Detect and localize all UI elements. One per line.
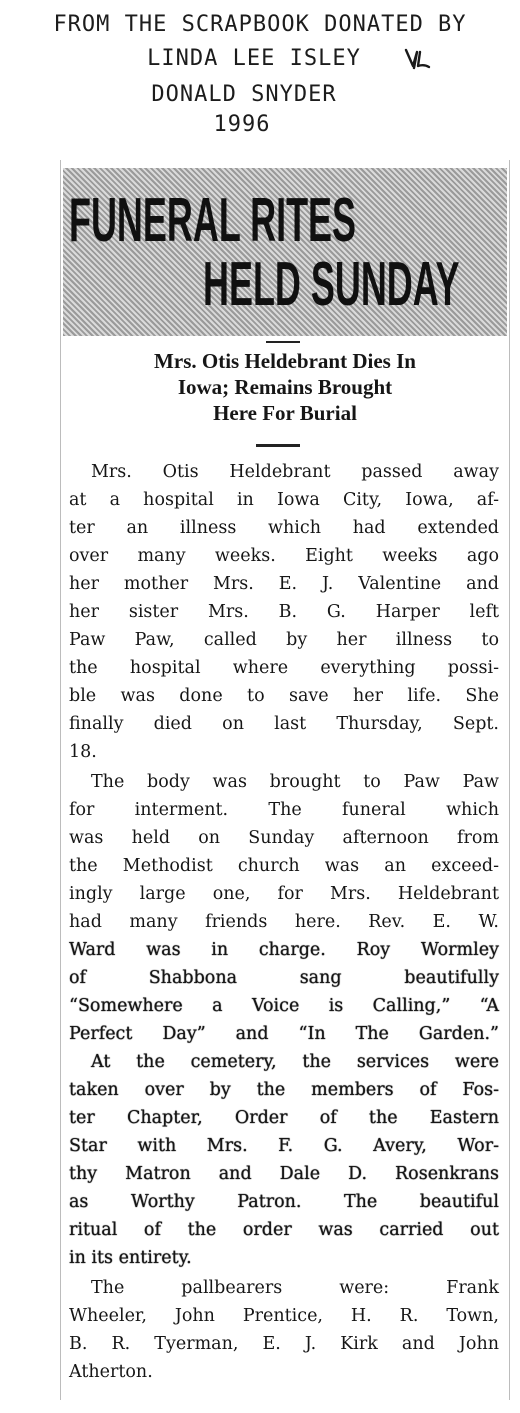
subheadline-line: Mrs. Otis Heldebrant Dies In xyxy=(154,349,416,373)
body-line: Atherton. xyxy=(69,1362,153,1382)
body-line: Paw Paw, called by her illness to xyxy=(69,630,499,650)
body-line: ritual of the order was carried out xyxy=(69,1220,499,1240)
body-line: for interment. The funeral which xyxy=(69,800,499,820)
handwritten-initials-mark xyxy=(402,46,432,72)
body-line: of Shabbona sang beautifully xyxy=(69,968,499,988)
body-line: ter an illness which had extended xyxy=(69,518,499,538)
body-line: ingly large one, for Mrs. Heldebrant xyxy=(69,884,499,904)
body-line: over many weeks. Eight weeks ago xyxy=(69,546,499,566)
donation-year: 1996 xyxy=(213,112,271,137)
divider xyxy=(266,341,300,343)
headline-line: FUNERAL RITES xyxy=(69,186,357,255)
body-line: “Somewhere a Voice is Calling,” “A xyxy=(69,996,499,1016)
subheadline-line: Here For Burial xyxy=(213,401,357,425)
newspaper-clipping xyxy=(60,160,510,1400)
body-line: her mother Mrs. E. J. Valentine and xyxy=(69,574,499,594)
body-line: Perfect Day” and “In The Garden.” xyxy=(69,1024,499,1044)
body-line: at a hospital in Iowa City, Iowa, af- xyxy=(69,490,499,510)
body-line: the Methodist church was an exceed- xyxy=(69,856,499,876)
body-line: in its entirety. xyxy=(69,1248,192,1268)
body-line: as Worthy Patron. The beautiful xyxy=(69,1192,499,1212)
scrapbook-note-line: FROM THE SCRAPBOOK DONATED BY xyxy=(53,12,467,37)
body-line: finally died on last Thursday, Sept. xyxy=(69,714,499,734)
body-line: her sister Mrs. B. G. Harper left xyxy=(69,602,499,622)
body-line: taken over by the members of Fos- xyxy=(69,1080,499,1100)
body-line: thy Matron and Dale D. Rosenkrans xyxy=(69,1164,499,1184)
donor-name: DONALD SNYDER xyxy=(151,82,337,107)
donor-name: LINDA LEE ISLEY xyxy=(147,46,361,71)
body-line: Star with Mrs. F. G. Avery, Wor- xyxy=(69,1136,499,1156)
divider xyxy=(256,444,300,447)
body-line: Mrs. Otis Heldebrant passed away xyxy=(91,462,499,482)
body-line: was held on Sunday afternoon from xyxy=(69,828,499,848)
body-line: Wheeler, John Prentice, H. R. Town, xyxy=(69,1306,499,1326)
body-line: At the cemetery, the services were xyxy=(91,1052,499,1072)
subheadline-line: Iowa; Remains Brought xyxy=(177,375,393,399)
body-line: ble was done to save her life. She xyxy=(69,686,499,706)
headline-line: HELD SUNDAY xyxy=(203,250,460,319)
body-line: B. R. Tyerman, E. J. Kirk and John xyxy=(69,1334,499,1354)
body-line: ter Chapter, Order of the Eastern xyxy=(69,1108,499,1128)
body-line: The pallbearers were: Frank xyxy=(91,1278,499,1298)
body-line: had many friends here. Rev. E. W. xyxy=(69,912,499,932)
body-line: 18. xyxy=(69,742,97,762)
body-line: Ward was in charge. Roy Wormley xyxy=(69,940,499,960)
headline-banner xyxy=(63,168,507,336)
body-line: The body was brought to Paw Paw xyxy=(91,772,499,792)
body-line: the hospital where everything possi- xyxy=(69,658,499,678)
